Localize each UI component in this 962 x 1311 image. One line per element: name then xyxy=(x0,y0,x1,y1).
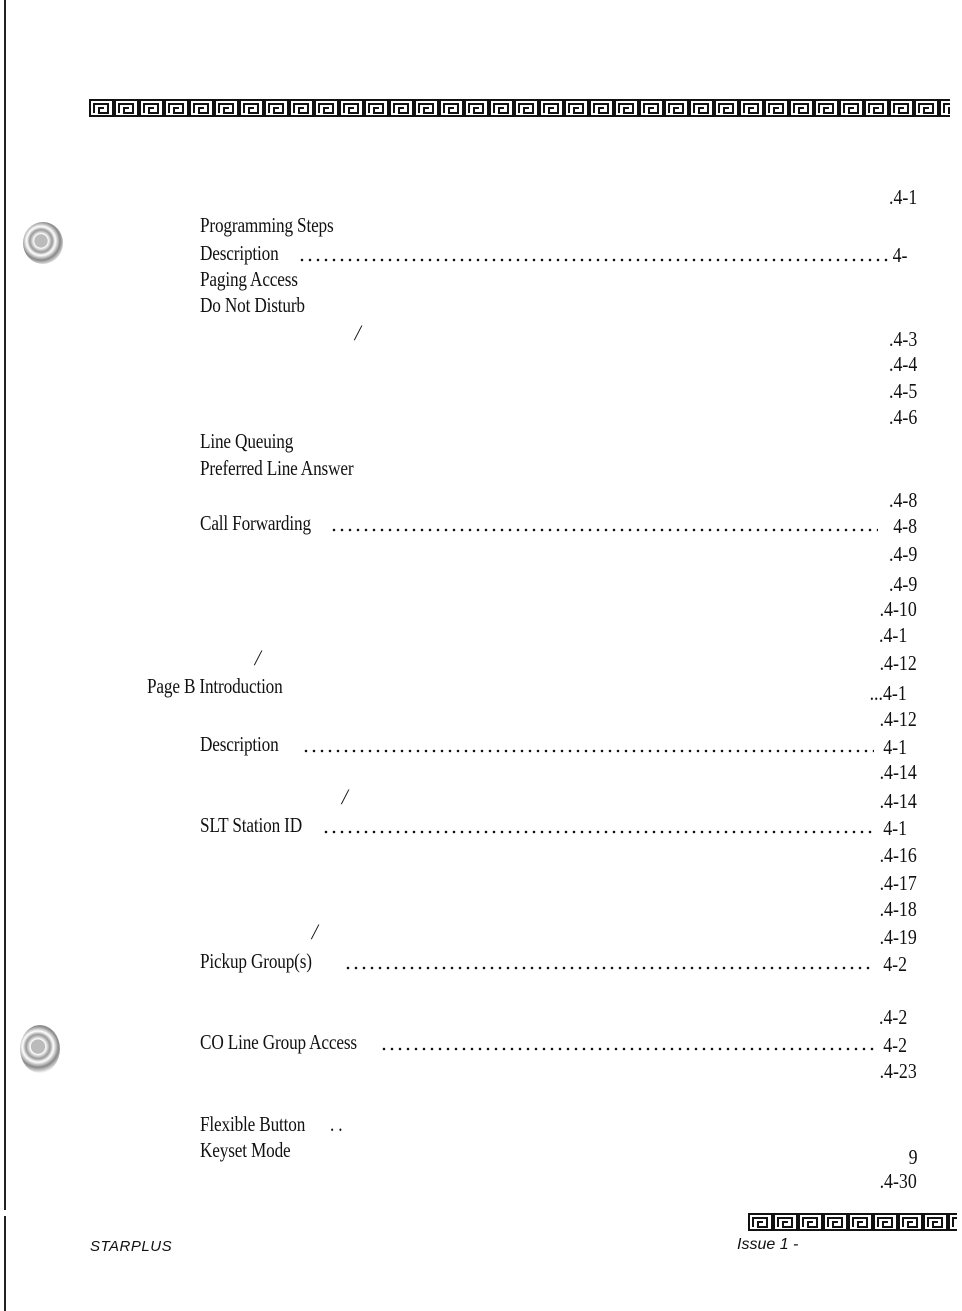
toc-page-number: .4-18 xyxy=(879,897,917,921)
toc-slash: / xyxy=(352,320,364,345)
toc-dot-leader xyxy=(344,966,874,970)
toc-page-number: 9 xyxy=(908,1145,917,1169)
toc-dot-leader xyxy=(302,749,874,753)
toc-page-number: .4-8 xyxy=(888,488,917,512)
toc-page-number: .4-30 xyxy=(879,1169,917,1193)
toc-label: Call Forwarding xyxy=(200,511,311,535)
toc-page-number: .4-9 xyxy=(888,572,917,596)
toc-label: Line Queuing xyxy=(200,429,294,453)
toc-label: SLT Station ID xyxy=(200,813,303,837)
toc-page-number: 4-1 xyxy=(883,816,907,840)
toc-label: CO Line Group Access xyxy=(200,1030,357,1054)
toc-label: Do Not Disturb xyxy=(200,293,305,317)
footer-product-name: STARPLUS xyxy=(90,1238,173,1255)
toc-page-number: .4-6 xyxy=(888,405,917,429)
toc-dots-short: . . xyxy=(330,1112,343,1136)
greek-key-border-bottom xyxy=(748,1213,957,1231)
toc-page-number: 4-1 xyxy=(883,735,907,759)
toc-label: Paging Access xyxy=(200,267,298,291)
toc-page-number: .4-23 xyxy=(879,1059,917,1083)
toc-label: Flexible Button xyxy=(200,1112,306,1136)
page-edge-line-top xyxy=(4,0,6,1210)
toc-label: Pickup Group(s) xyxy=(200,949,312,973)
toc-dot-leader xyxy=(322,830,874,834)
toc-page-number: .4-2 xyxy=(878,1005,907,1029)
toc-label: Keyset Mode xyxy=(200,1138,291,1162)
toc-dot-leader xyxy=(298,258,888,262)
toc-page-number: .4-10 xyxy=(879,597,917,621)
toc-page-number: .4-17 xyxy=(879,871,917,895)
footer-issue: Issue 1 - xyxy=(737,1236,799,1253)
toc-page-number: .4-12 xyxy=(879,707,917,731)
toc-page-number: .4-3 xyxy=(888,327,917,351)
toc-page-number: 4-2 xyxy=(883,952,907,976)
toc-page-number: .4-4 xyxy=(888,352,917,376)
toc-label: Programming Steps xyxy=(200,213,334,237)
toc-page-number: .4-12 xyxy=(879,651,917,675)
toc-page-number: .4-1 xyxy=(888,185,917,209)
toc-page-number: .4-5 xyxy=(888,379,917,403)
toc-page-number: 4-8 xyxy=(893,514,917,538)
toc-slash: / xyxy=(252,645,264,670)
toc-page-number: .4-14 xyxy=(879,789,917,813)
toc-page-number: .4-1 xyxy=(878,623,907,647)
toc-page-number: ...4-1 xyxy=(869,681,907,705)
toc-page-number: .4-9 xyxy=(888,542,917,566)
scan-blemish-icon xyxy=(20,1025,60,1073)
toc-dot-leader xyxy=(330,528,878,532)
scan-blemish-icon xyxy=(23,222,63,264)
toc-label: Description xyxy=(200,732,279,756)
toc-slash: / xyxy=(339,784,351,809)
toc-page-number: 4- xyxy=(892,243,907,267)
greek-key-border-top xyxy=(89,99,950,117)
page-edge-line-bottom xyxy=(4,1216,6,1311)
toc-label: Page B Introduction xyxy=(147,674,283,698)
toc-label: Preferred Line Answer xyxy=(200,456,354,480)
toc-page-number: .4-16 xyxy=(879,843,917,867)
toc-dot-leader xyxy=(380,1047,874,1051)
toc-slash: / xyxy=(309,919,321,944)
toc-page-number: .4-14 xyxy=(879,760,917,784)
toc-label: Description xyxy=(200,241,279,265)
toc-page-number: .4-19 xyxy=(879,925,917,949)
toc-page-number: 4-2 xyxy=(883,1033,907,1057)
